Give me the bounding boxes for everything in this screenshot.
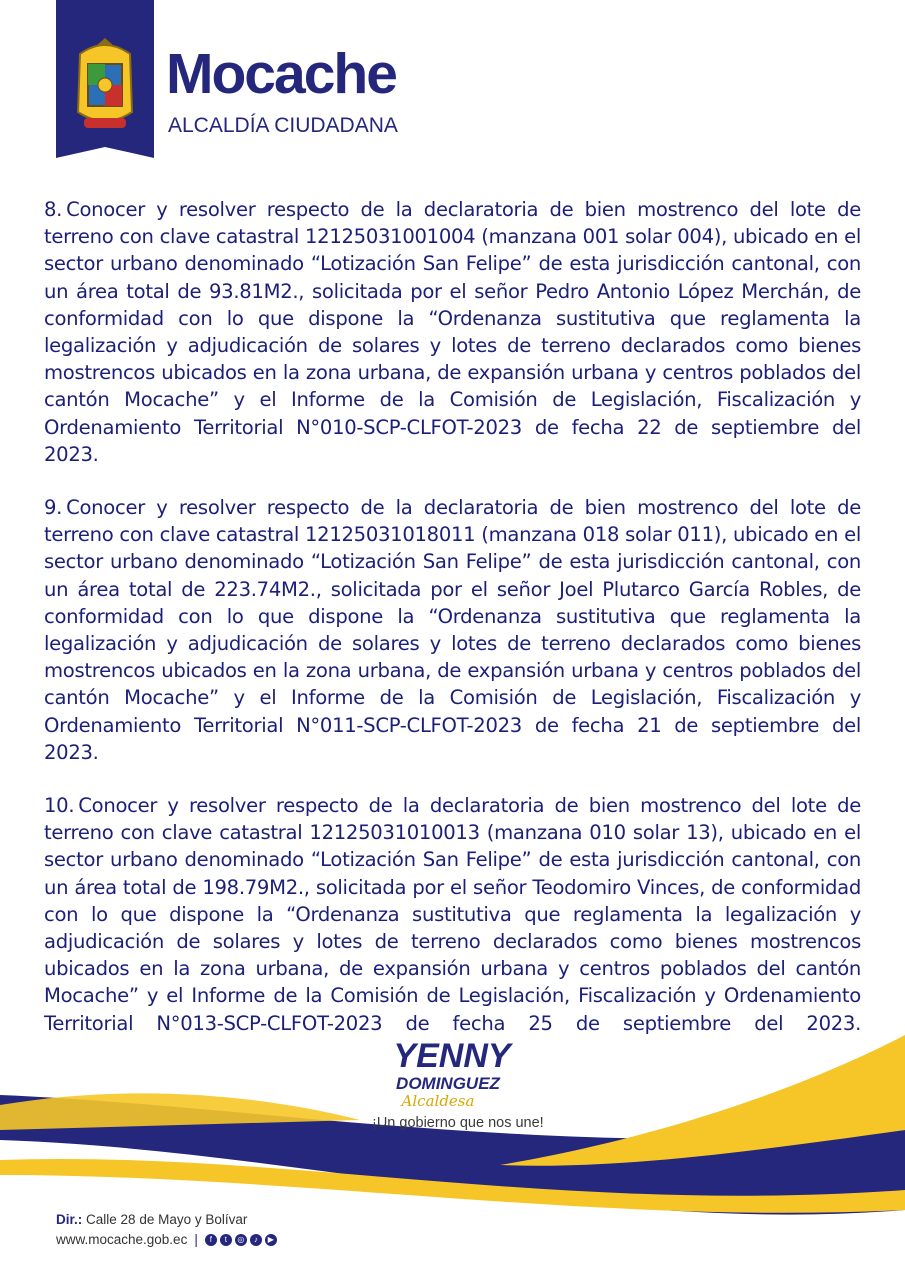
- item-number: 9.: [44, 496, 63, 520]
- candidate-logo-script: Alcaldesa: [401, 1092, 475, 1110]
- social-icons: [205, 1234, 277, 1246]
- website-link[interactable]: www.mocache.gob.ec: [56, 1232, 188, 1247]
- agenda-item-8: [44, 196, 861, 468]
- agenda-item-10: [44, 792, 861, 1037]
- tiktok-icon[interactable]: ♪: [250, 1234, 262, 1246]
- footer-address: [56, 1212, 247, 1227]
- item-text: Conocer y resolver respecto de la declaratoria de bien mostrenco del lote de terreno con clave catastral 12125031018011 (manzana 018 solar 011), ubicado en el sector urbano denominado “Lotización San Felipe” de esta jurisdicción cantonal, con un área total de 223.74M2., solicitada por el señor Joel Plutarco García Robles, de conformidad con lo que dispone la “Ordenanza sustitutiva que reglamenta la legalización y adjudicación de solares y lotes de terreno declarados como bienes mostrencos ubicados en la zona urbana, de expansión urbana y centros poblados del cantón Mocache” y el Informe de la Comisión de Legislación, Fiscalización y Ordenamiento Territorial N°011-SCP-CLFOT-2023 de fecha 21 de septiembre del 2023.: [44, 496, 861, 764]
- youtube-icon[interactable]: ▶: [265, 1234, 277, 1246]
- slogan: ¡Un gobierno que nos une!: [372, 1115, 544, 1131]
- item-text: Conocer y resolver respecto de la declaratoria de bien mostrenco del lote de terreno con clave catastral 12125031010013 (manzana 010 solar 13), ubicado en el sector urbano denominado “Lotización San Felipe” de esta jurisdicción cantonal, con un área total de 198.79M2., solicitada por el señor Teodomiro Vinces, de conformidad con lo que dispone la “Ordenanza sustitutiva que reglamenta la legalización y adjudicación de solares y lotes de terreno declarados como bienes mostrencos ubicados en la zona urbana, de expansión urbana y centros poblados del cantón Mocache” y el Informe de la Comisión de Legislación, Fiscalización y Ordenamiento Territorial N°013-SCP-CLFOT-2023 de fecha 25 de septiembre del 2023.: [44, 794, 861, 1035]
- brand-subtitle: ALCALDÍA CIUDADANA: [168, 114, 398, 137]
- address-text: Calle 28 de Mayo y Bolívar: [86, 1212, 248, 1227]
- item-number: 10.: [44, 794, 75, 818]
- brand-name: Mocache: [166, 42, 396, 106]
- candidate-logo-surname: DOMINGUEZ: [396, 1074, 500, 1093]
- address-label: Dir.:: [56, 1212, 83, 1227]
- item-number: 8.: [44, 198, 63, 221]
- twitter-icon[interactable]: t: [220, 1234, 232, 1246]
- agenda-items: [44, 196, 861, 1063]
- municipal-coat-of-arms-icon: [66, 34, 144, 134]
- candidate-logo-name: YENNY: [393, 1037, 511, 1075]
- agenda-item-9: [44, 494, 861, 766]
- instagram-icon[interactable]: ◎: [235, 1234, 247, 1246]
- facebook-icon[interactable]: f: [205, 1234, 217, 1246]
- footer-separator: |: [194, 1232, 198, 1247]
- footer-web: [56, 1232, 277, 1247]
- item-text: Conocer y resolver respecto de la declaratoria de bien mostrenco del lote de terreno con clave catastral 12125031001004 (manzana 001 solar 004), ubicado en el sector urbano denominado “Lotización San Felipe” de esta jurisdicción cantonal, con un área total de 93.81M2., solicitada por el señor Pedro Antonio López Merchán, de conformidad con lo que dispone la “Ordenanza sustitutiva que reglamenta la legalización y adjudicación de solares y lotes de terreno declarados como bienes mostrencos ubicados en la zona urbana, de expansión urbana y centros poblados del cantón Mocache” y el Informe de la Comisión de Legislación, Fiscalización y Ordenamiento Territorial N°010-SCP-CLFOT-2023 de fecha 22 de septiembre del 2023.: [44, 198, 861, 466]
